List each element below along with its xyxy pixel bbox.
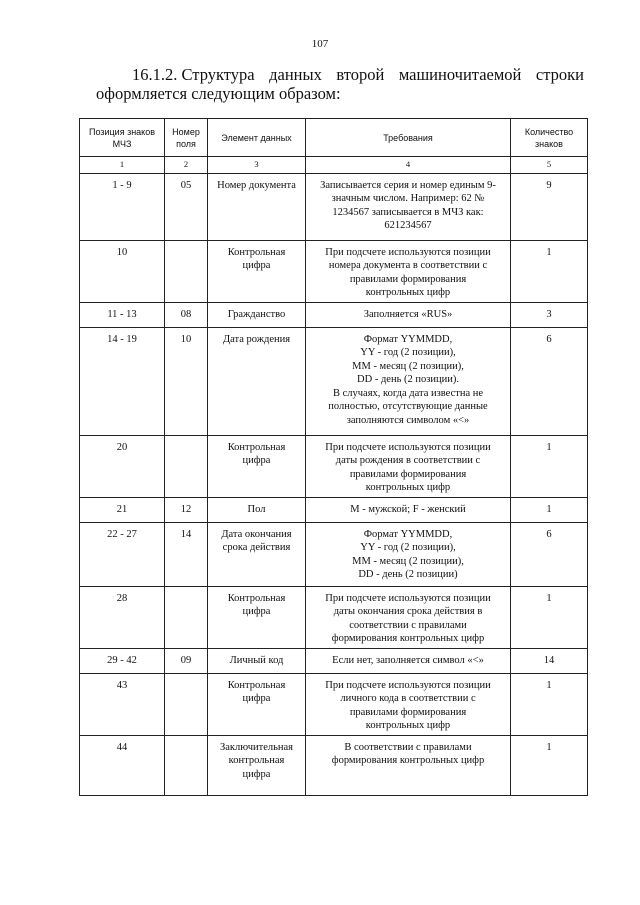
page-number: 107 [311, 38, 329, 50]
table-row [80, 435, 588, 497]
field-number-cell [165, 735, 208, 795]
data-element-cell: Номер документа [208, 173, 306, 240]
requirements-cell [306, 673, 511, 735]
cell-line: цифра [242, 260, 271, 271]
cell-line: YY - год (2 позиции), [360, 347, 456, 358]
field-number-cell [165, 435, 208, 497]
cell-line: Контрольная [227, 679, 286, 691]
header-cell: Требования [306, 119, 511, 157]
table-header-row [80, 119, 588, 157]
char-count-cell: 1 [511, 735, 588, 795]
field-number-cell: 14 [165, 522, 208, 586]
table-row [80, 586, 588, 648]
requirements-cell: Заполняется «RUS» [306, 302, 511, 327]
cell-line: соответствии с правилами [349, 619, 467, 631]
cell-line: При подсчете используются позиции [325, 441, 491, 453]
column-number: 4 [306, 157, 511, 174]
cell-line: даты рождения в соответствии с [335, 455, 481, 466]
cell-line: формирования контрольных цифр [331, 633, 485, 644]
table-row [80, 327, 588, 435]
header-cell: Элемент данных [208, 119, 306, 157]
heading-line-2: оформляется следующим образом: [96, 84, 341, 103]
cell-line: цифра [242, 693, 271, 704]
char-count-cell: 6 [511, 522, 588, 586]
char-count-cell: 1 [511, 435, 588, 497]
position-cell: 44 [80, 735, 165, 795]
char-count-cell: 9 [511, 173, 588, 240]
cell-line: значным числом. Например: 62 № [331, 193, 485, 204]
field-number-cell [165, 586, 208, 648]
table-row [80, 240, 588, 302]
heading-word: 16.1.2. Структура [132, 65, 255, 84]
data-element-cell: Пол [208, 497, 306, 522]
heading-word: данных [269, 65, 322, 84]
section-heading [96, 65, 584, 103]
field-number-cell: 08 [165, 302, 208, 327]
position-cell: 22 - 27 [80, 522, 165, 586]
field-number-cell: 09 [165, 648, 208, 673]
cell-line: контрольных цифр [365, 287, 451, 298]
field-number-cell [165, 673, 208, 735]
requirements-cell [306, 735, 511, 795]
heading-word: машиночитаемой [398, 65, 522, 84]
cell-line: даты окончания срока действия в [333, 606, 483, 617]
cell-line: заполняются символом «<» [346, 414, 470, 426]
cell-line: Формат YYMMDD, [363, 333, 453, 345]
field-number-cell: 12 [165, 497, 208, 522]
cell-line: При подсчете используются позиции [325, 246, 491, 258]
cell-line: MM - месяц (2 позиции), [352, 360, 464, 372]
cell-line: цифра [242, 606, 271, 617]
cell-line: MM - месяц (2 позиции), [352, 555, 464, 567]
data-element-cell: Дата рождения [208, 327, 306, 435]
position-cell: 21 [80, 497, 165, 522]
char-count-cell: 1 [511, 586, 588, 648]
cell-line: В соответствии с правилами [344, 741, 472, 753]
heading-word: второй [336, 65, 385, 84]
requirements-cell [306, 435, 511, 497]
char-count-cell: 14 [511, 648, 588, 673]
requirements-cell: M - мужской; F - женский [306, 497, 511, 522]
cell-line: Записывается серия и номер единым 9- [320, 179, 496, 191]
cell-line: При подсчете используются позиции [325, 679, 491, 691]
column-number: 2 [165, 157, 208, 174]
cell-line: Контрольная [227, 441, 286, 453]
cell-line: Формат YYMMDD, [363, 528, 453, 540]
data-element-cell [208, 735, 306, 795]
cell-line: правилами формирования [349, 273, 467, 285]
cell-line: цифра [242, 455, 271, 466]
header-cell: Позиция знаков МЧЗ [80, 119, 165, 157]
cell-line: личного кода в соответствии с [340, 693, 476, 704]
data-element-cell [208, 522, 306, 586]
char-count-cell: 6 [511, 327, 588, 435]
cell-line: При подсчете используются позиции [325, 592, 491, 604]
table-row [80, 522, 588, 586]
cell-line: формирования контрольных цифр [331, 755, 485, 766]
char-count-cell: 3 [511, 302, 588, 327]
column-number: 3 [208, 157, 306, 174]
position-cell: 10 [80, 240, 165, 302]
cell-line: 1234567 записывается в МЧЗ как: [332, 206, 484, 218]
position-cell: 20 [80, 435, 165, 497]
data-element-cell [208, 435, 306, 497]
cell-line: правилами формирования [349, 706, 467, 718]
cell-line: YY - год (2 позиции), [360, 542, 456, 553]
char-count-cell: 1 [511, 673, 588, 735]
cell-line: контрольная [228, 755, 285, 766]
heading-word: строки [535, 65, 584, 84]
cell-line: полностью, отсутствующие данные [328, 401, 488, 412]
cell-line: Контрольная [227, 592, 286, 604]
cell-line: Заключительная [220, 741, 293, 753]
cell-line: срока действия [222, 542, 291, 553]
cell-line: правилами формирования [349, 468, 467, 480]
char-count-cell: 1 [511, 497, 588, 522]
position-cell: 14 - 19 [80, 327, 165, 435]
position-cell: 29 - 42 [80, 648, 165, 673]
position-cell: 1 - 9 [80, 173, 165, 240]
cell-line: DD - день (2 позиции) [358, 569, 458, 580]
char-count-cell: 1 [511, 240, 588, 302]
table-row [80, 648, 588, 673]
table-row [80, 173, 588, 240]
cell-line: Контрольная [227, 246, 286, 258]
field-number-cell: 05 [165, 173, 208, 240]
cell-line: контрольных цифр [365, 720, 451, 731]
data-element-cell [208, 240, 306, 302]
table-row [80, 735, 588, 795]
cell-line: 621234567 [384, 220, 432, 231]
field-number-cell [165, 240, 208, 302]
mrz-structure-table [79, 118, 588, 796]
heading-line-1 [96, 65, 584, 84]
cell-line: цифра [242, 768, 271, 780]
position-cell: 11 - 13 [80, 302, 165, 327]
cell-line: Дата окончания [221, 528, 292, 540]
data-element-cell: Личный код [208, 648, 306, 673]
cell-line: номера документа в соответствии с [328, 260, 488, 271]
data-element-cell [208, 673, 306, 735]
requirements-cell [306, 327, 511, 435]
column-number-row [80, 157, 588, 174]
requirements-cell [306, 522, 511, 586]
table-row [80, 497, 588, 522]
header-cell: Количество знаков [511, 119, 588, 157]
column-number: 1 [80, 157, 165, 174]
table-row [80, 302, 588, 327]
requirements-cell: Если нет, заполняется символ «<» [306, 648, 511, 673]
requirements-cell [306, 173, 511, 240]
column-number: 5 [511, 157, 588, 174]
data-element-cell: Гражданство [208, 302, 306, 327]
table-row [80, 673, 588, 735]
position-cell: 28 [80, 586, 165, 648]
data-element-cell [208, 586, 306, 648]
cell-line: В случаях, когда дата известна не [332, 387, 484, 399]
requirements-cell [306, 240, 511, 302]
header-cell: Номер поля [165, 119, 208, 157]
field-number-cell: 10 [165, 327, 208, 435]
cell-line: контрольных цифр [365, 482, 451, 493]
position-cell: 43 [80, 673, 165, 735]
cell-line: DD - день (2 позиции). [357, 374, 459, 385]
requirements-cell [306, 586, 511, 648]
